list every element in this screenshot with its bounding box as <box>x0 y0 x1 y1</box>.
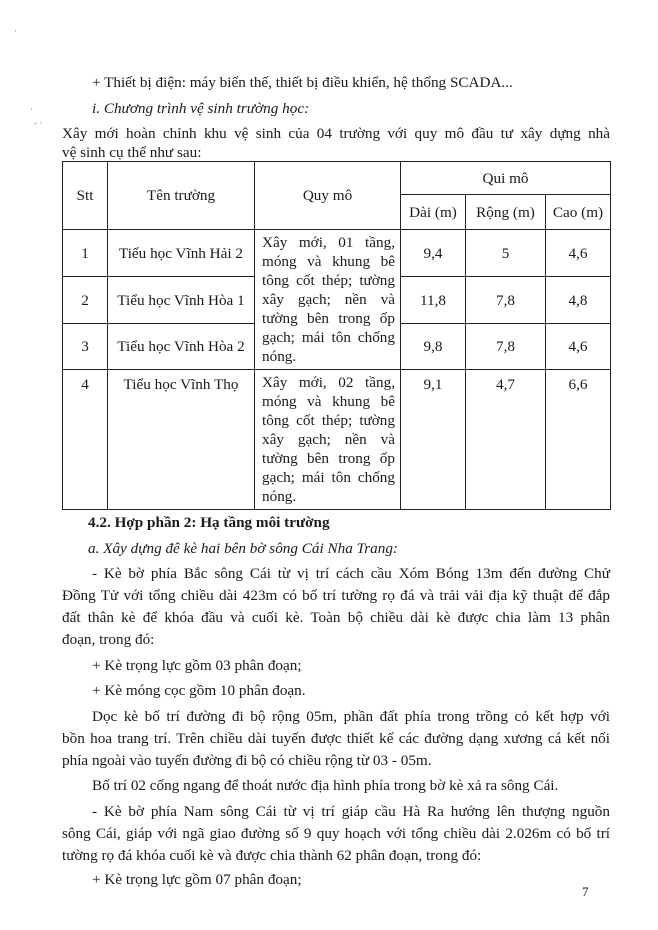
paragraph-line: phía ngoài vào tuyến đường đi bộ có chiều rộng từ 03 - 05m. <box>62 752 432 769</box>
scan-speck: - · <box>34 118 43 128</box>
row-width: 4,7 <box>466 370 546 510</box>
row-width: 7,8 <box>466 277 546 324</box>
header-width: Rộng (m) <box>466 195 546 230</box>
paragraph-line: Dọc kè bố trí đường đi bộ rộng 05m, phần đất phía trong trồng cỏ kết hợp với <box>92 708 610 725</box>
paragraph-line: bồn hoa trang trí. Trên chiều dài tuyến được thiết kế các đường dạng xương cá kết nối <box>62 730 610 747</box>
row-school-name: Tiểu học Vĩnh Hải 2 <box>108 230 255 277</box>
row-school-name: Tiểu học Vĩnh Hòa 1 <box>108 277 255 324</box>
row-length: 9,8 <box>401 324 466 370</box>
paragraph-line: đoạn, trong đó: <box>62 631 155 648</box>
intro-line-1: Xây mới hoàn chỉnh khu vệ sinh của 04 trường với quy mô đầu tư xây dựng nhà <box>62 125 610 142</box>
table-row <box>63 230 611 277</box>
bullet-item: + Kè móng cọc gồm 10 phân đoạn. <box>92 682 306 699</box>
paragraph-line: - Kè bờ phía Bắc sông Cái từ vị trí cách cầu Xóm Bóng 13m đến đường Chử <box>92 565 610 582</box>
header-height: Cao (m) <box>546 195 611 230</box>
scale-description: Xây mới, 02 tầng, móng và khung bê tông cốt thép; tường xây gạch; nền và tường bên trong ốp gạch; mái tôn chống nóng. <box>255 370 401 510</box>
row-height: 4,6 <box>546 230 611 277</box>
paragraph-line: Bố trí 02 cống ngang để thoát nước địa hình phía trong bờ kè xả ra sông Cái. <box>92 777 559 794</box>
row-height: 4,8 <box>546 277 611 324</box>
paragraph-line: - Kè bờ phía Nam sông Cái từ vị trí giáp cầu Hà Ra hướng lên thượng nguồn <box>92 803 610 820</box>
paragraph-line: đất thân kè để khóa đầu và cuối kè. Toàn bộ chiều dài kè được chia làm 13 phân <box>62 609 610 626</box>
row-width: 7,8 <box>466 324 546 370</box>
row-length: 11,8 <box>401 277 466 324</box>
scale-description: Xây mới, 01 tầng, móng và khung bê tông cốt thép; tường xây gạch; nền và tường bên trong ốp gạch; mái tôn chống nóng. <box>255 230 401 370</box>
school-sanitation-table <box>62 161 611 510</box>
paragraph-line: Đồng Tử với tổng chiều dài 423m có bố trí tường rọ đá và trải vải địa kỹ thuật để đắp <box>62 587 610 604</box>
row-school-name: Tiểu học Vĩnh Hòa 2 <box>108 324 255 370</box>
table-row <box>63 370 611 510</box>
intro-line-2: vệ sinh cụ thể như sau: <box>62 144 202 161</box>
row-stt: 4 <box>63 370 108 510</box>
equipment-line: + Thiết bị điện: máy biến thế, thiết bị điều khiển, hệ thống SCADA... <box>92 74 513 91</box>
header-stt: Stt <box>63 162 108 230</box>
row-width: 5 <box>466 230 546 277</box>
subsection-heading: a. Xây dựng đê kè hai bên bờ sông Cái Nha Trang: <box>88 540 398 557</box>
sanitation-program-heading: i. Chương trình vệ sinh trường học: <box>92 100 310 117</box>
row-school-name: Tiểu học Vĩnh Thọ <box>108 370 255 510</box>
row-height: 4,6 <box>546 324 611 370</box>
bullet-item: + Kè trọng lực gồm 07 phân đoạn; <box>92 871 302 888</box>
page-number: 7 <box>582 884 589 899</box>
row-stt: 2 <box>63 277 108 324</box>
row-stt: 3 <box>63 324 108 370</box>
section-heading: 4.2. Hợp phần 2: Hạ tầng môi trường <box>88 514 330 531</box>
paragraph-line: sông Cái, giáp với ngã giao đường số 9 quy hoạch với tổng chiều dài 2.026m có bố trí <box>62 825 610 842</box>
row-length: 9,4 <box>401 230 466 277</box>
header-school-name: Tên trường <box>108 162 255 230</box>
header-length: Dài (m) <box>401 195 466 230</box>
row-stt: 1 <box>63 230 108 277</box>
row-height: 6,6 <box>546 370 611 510</box>
bullet-item: + Kè trọng lực gồm 03 phân đoạn; <box>92 657 302 674</box>
header-scale: Quy mô <box>255 162 401 230</box>
scan-speck: · <box>14 26 17 36</box>
scan-speck: · <box>30 104 33 114</box>
header-dimensions: Qui mô <box>401 162 611 195</box>
paragraph-line: tường rọ đá khóa cuối kè và được chia thành 62 phân đoạn, trong đó: <box>62 847 482 864</box>
row-length: 9,1 <box>401 370 466 510</box>
